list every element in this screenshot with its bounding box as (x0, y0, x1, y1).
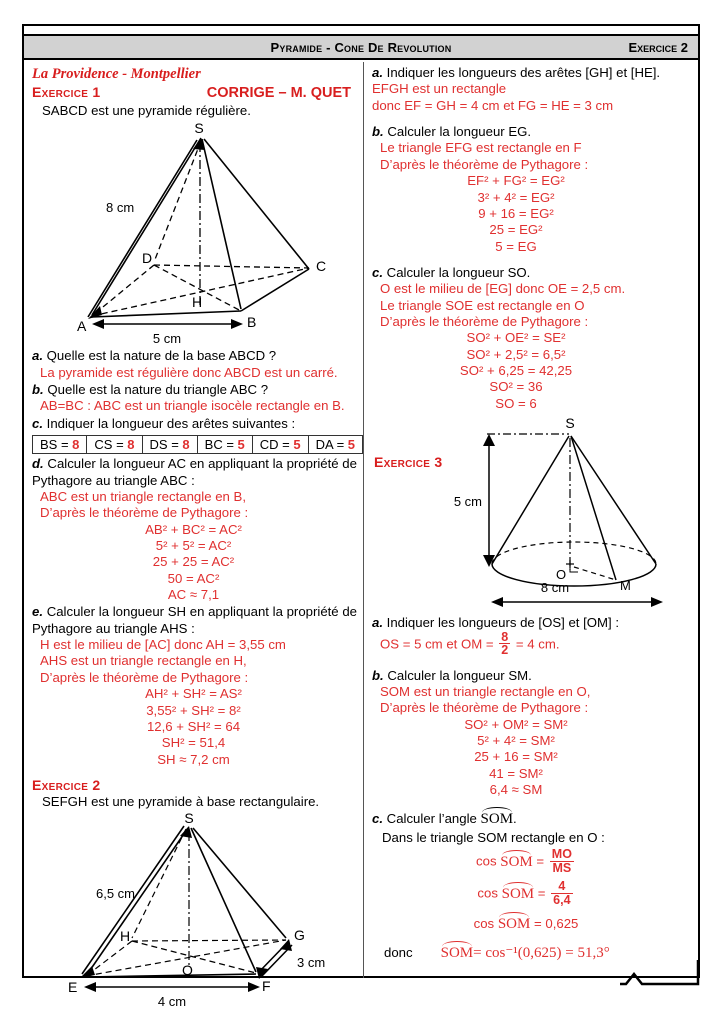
a3c-final (441, 942, 610, 963)
q1e-text: Calculer la longueur SH en appliquant la propriété de Pythagore au triangle AHS : (32, 604, 358, 636)
a2b-line2: D’après le théorème de Pythagore : (380, 156, 589, 172)
a1e-step3: 12,6 + SH² = 64 (146, 718, 241, 734)
header-title: Pyramide - Cone De Revolution (270, 39, 452, 55)
q3a-label: a. (372, 615, 383, 631)
a1d-step1: AB² + BC² = AC² (145, 521, 242, 537)
figure3-diameter-label: 8 cm (540, 580, 570, 596)
a3c-cos1: cos SOM = $\frac{MO}{MS}$ (476, 847, 572, 875)
q1a-label: a. (32, 348, 43, 364)
figure2-edge-label: 6,5 cm (95, 886, 135, 902)
cell-name: CS = (94, 437, 124, 453)
left-column (24, 62, 364, 1010)
a2c-line2: Le triangle SOE est rectangle en O (380, 297, 585, 313)
q1d (32, 456, 357, 489)
fraction-4-64 (551, 880, 572, 906)
a1e-step2: 3,55² + SH² = 8² (146, 702, 241, 718)
q2a-text: Indiquer les longueurs des arêtes [GH] et [HE]. (386, 65, 661, 80)
cell-name: DA = (315, 437, 345, 453)
q1b-label: b. (32, 382, 44, 398)
q2b (372, 124, 692, 140)
figure1-label-H: H (191, 294, 202, 311)
exercice3-label: Exercice 3 (374, 454, 443, 471)
exercice2-label: Exercice 2 (32, 776, 101, 793)
q1e-label: e. (32, 604, 43, 620)
cell-value: 5 (237, 437, 245, 453)
fraction-denominator: 2 (501, 643, 509, 658)
q3b-label: b. (372, 667, 384, 683)
a2a-line2: donc EF = GH = 4 cm et FG = HE = 3 cm (372, 97, 614, 113)
spacer (370, 798, 692, 807)
header-exercise-label: Exercice 2 (628, 39, 688, 55)
spacer (370, 658, 692, 667)
fraction-numerator: 4 (558, 879, 566, 894)
exercice3-figure-block (370, 412, 692, 610)
a1e-step4: SH² = 51,4 (161, 735, 226, 751)
cell-name: DS = (149, 437, 179, 453)
final-expression: = cos⁻¹(0,625) = 51,3° (473, 944, 610, 961)
a1d-line2: D’après le théorème de Pythagore : (40, 505, 249, 521)
cell-name: BC = (204, 437, 234, 453)
cell-value: 8 (72, 437, 80, 453)
a3c-cos2: cos SOM = $\frac{4}{6,4}$ (477, 879, 571, 907)
cell-value: 5 (347, 437, 356, 453)
fraction-denominator: 6,4 (553, 892, 571, 907)
two-column-body (24, 62, 698, 1010)
angle-som-notation: SOM (498, 913, 531, 934)
cos-value: 0,625 (545, 916, 579, 932)
a1e-step5: SH ≈ 7,2 cm (157, 751, 230, 767)
q1c-label: c. (32, 415, 43, 431)
cell-value: 5 (293, 437, 301, 453)
a2b-line1: Le triangle EFG est rectangle en F (380, 140, 582, 156)
cos-label: cos (476, 853, 497, 869)
q2a (372, 65, 692, 81)
corrige-label: CORRIGE – M. QUET (206, 85, 351, 101)
q2c-label: c. (372, 264, 383, 280)
a2c-step1: SO² + OE² = SE² (466, 330, 566, 346)
angle-som-notation: SOM (441, 942, 474, 963)
a1e-line3: D’après le théorème de Pythagore : (40, 669, 249, 685)
a2b-step4: 25 = EG² (489, 222, 543, 238)
q3a (372, 615, 692, 631)
a2b-step2: 3² + 4² = EG² (477, 189, 555, 205)
school-title: La Providence - Montpellier (32, 66, 201, 82)
figure3-label-O: O (556, 567, 567, 583)
header-top-strip (24, 26, 698, 34)
spacer (30, 768, 357, 777)
angle-som-notation: SOM (481, 808, 514, 829)
q3c-label: c. (372, 811, 383, 827)
figure1-label-A: A (76, 318, 86, 335)
table-cell-bc (197, 436, 252, 454)
q1a-text: Quelle est la nature de la base ABCD ? (46, 348, 277, 364)
exercice1-intro: SABCD est une pyramide régulière. (42, 103, 251, 118)
q1d-label: d. (32, 456, 44, 472)
exercice1-header-row (32, 84, 357, 101)
cell-value: 8 (127, 437, 135, 453)
spacer (370, 255, 692, 264)
q2c-text: Calculer la longueur SO. (386, 264, 531, 280)
figure2-side-label: 3 cm (296, 955, 325, 971)
figure3-label-M: M (620, 578, 631, 594)
figure1-label-B: B (246, 314, 256, 331)
table-cell-ds (142, 436, 197, 454)
document-header-bar (24, 34, 698, 60)
right-column (364, 62, 698, 978)
cos-label: cos (473, 916, 495, 932)
a2c-line1: O est le milieu de [EG] donc OE = 2,5 cm. (380, 281, 626, 297)
q3a-text: Indiquer les longueurs de [OS] et [OM] : (386, 615, 620, 631)
q3c-post: . (513, 811, 517, 827)
a2c-step3: SO² + 6,25 = 42,25 (459, 363, 573, 379)
fraction-numerator: MO (551, 847, 572, 862)
figure2-label-O: O (181, 962, 193, 979)
fraction-mo-ms (550, 848, 574, 874)
figure3-height-label: 5 cm (453, 494, 482, 510)
figure1-edge-label: 8 cm (105, 200, 134, 216)
a2c-line3: D’après le théorème de Pythagore : (380, 314, 589, 330)
a3c-line1: Dans le triangle SOM rectangle en O : (382, 830, 605, 846)
cell-name: CD = (259, 437, 290, 453)
q1b (32, 382, 357, 398)
figure2-label-F: F (261, 978, 271, 995)
page-frame (22, 24, 700, 1010)
figure1-label-C: C (315, 258, 326, 275)
table-cell-cs (87, 436, 142, 454)
pyramid-sabcd-figure (44, 119, 344, 347)
q1e (32, 604, 357, 637)
a3b-step4: 41 = SM² (489, 765, 543, 781)
a1d-step3: 25 + 25 = AC² (152, 554, 235, 570)
a1d-step5: AC ≈ 7,1 (167, 587, 220, 603)
q3b (372, 668, 692, 684)
a2c-step4: SO² = 36 (489, 379, 543, 395)
q1d-text: Calculer la longueur AC en appliquant la propriété de Pythagore au triangle ABC : (32, 456, 357, 488)
a1e-line1: H est le milieu de [AC] donc AH = 3,55 cm (40, 637, 286, 653)
angle-som-notation: SOM (500, 851, 533, 872)
q1c-text: Indiquer la longueur des arêtes suivantes : (46, 415, 296, 431)
a2c-step2: SO² + 2,5² = 6,5² (466, 346, 566, 362)
a3b-step3: 25 + 16 = SM² (474, 749, 558, 765)
a3b-step1: SO² + OM² = SM² (464, 716, 568, 732)
a2c-step5: SO = 6 (495, 395, 537, 411)
table-cell-cd (252, 436, 308, 454)
a1b: AB=BC : ABC est un triangle isocèle rectangle en B. (40, 398, 345, 414)
exercice2-intro: SEFGH est une pyramide à base rectangulaire. (42, 793, 320, 809)
a2a-line1: EFGH est un rectangle (372, 81, 507, 97)
a1e-line2: AHS est un triangle rectangle en H, (40, 653, 247, 669)
angle-som-notation: SOM (502, 883, 535, 904)
a1d-step4: 50 = AC² (167, 570, 220, 586)
q2b-label: b. (372, 124, 384, 140)
fraction-8-2 (499, 631, 510, 657)
figure3-label-S: S (565, 415, 575, 432)
a1e-step1: AH² + SH² = AS² (145, 686, 242, 702)
a2b-step1: EF² + FG² = EG² (467, 173, 565, 189)
exercice1-label: Exercice 1 (32, 84, 101, 100)
a3a-post: = 4 cm. (515, 636, 560, 652)
figure2-base-label: 4 cm (157, 994, 186, 1010)
figure1-label-D: D (141, 250, 152, 267)
table-cell-bs (33, 436, 87, 454)
q3b-text: Calculer la longueur SM. (387, 667, 532, 683)
figure2-label-S: S (183, 810, 194, 827)
donc-label: donc (384, 944, 413, 960)
figure2-label-E: E (67, 979, 77, 996)
a2b-step3: 9 + 16 = EG² (478, 205, 554, 221)
a3c-cos3: cos SOM = 0,625 (380, 913, 692, 934)
a1a: La pyramide est régulière donc ABCD est un carré. (40, 364, 338, 380)
fraction-denominator: MS (550, 861, 574, 875)
figure1-base-label: 5 cm (152, 331, 181, 347)
a3b-step2: 5² + 4² = SM² (477, 732, 555, 748)
q2a-label: a. (372, 65, 383, 80)
q3c-text: Calculer l’angle (386, 811, 477, 827)
cell-name: BS = (40, 437, 69, 453)
figure2-label-H: H (119, 928, 130, 945)
figure2-label-G: G (293, 927, 305, 944)
a2b-step5: 5 = EG (495, 238, 537, 254)
table-row (33, 436, 363, 454)
a3b-line1: SOM est un triangle rectangle en O, (380, 683, 591, 699)
q1c (32, 416, 357, 432)
a3b-step5: 6,4 ≈ SM (489, 782, 543, 798)
a3a-pre: OS = 5 cm et OM = (380, 636, 494, 652)
q1a (32, 348, 357, 364)
fraction-numerator: 8 (501, 629, 509, 644)
a1d-step2: 5² + 5² = AC² (155, 537, 232, 553)
pyramid-sefgh-figure (34, 810, 354, 1010)
spacer (370, 610, 692, 614)
a3b-line2: D’après le théorème de Pythagore : (380, 700, 589, 716)
q2c (372, 265, 692, 281)
cone-figure (370, 412, 692, 610)
corner-notch-decoration (620, 960, 700, 1000)
edge-lengths-table (32, 435, 363, 454)
spacer (370, 114, 692, 123)
q2b-text: Calculer la longueur EG. (387, 124, 532, 140)
a1d-line1: ABC est un triangle rectangle en B, (40, 488, 246, 504)
cell-value: 8 (182, 437, 190, 453)
cos-label: cos (477, 885, 498, 901)
figure1-label-S: S (193, 120, 204, 137)
q3c (372, 808, 692, 829)
q1b-text: Quelle est la nature du triangle ABC ? (47, 382, 269, 398)
table-cell-da (308, 436, 362, 454)
a3a (380, 629, 692, 658)
